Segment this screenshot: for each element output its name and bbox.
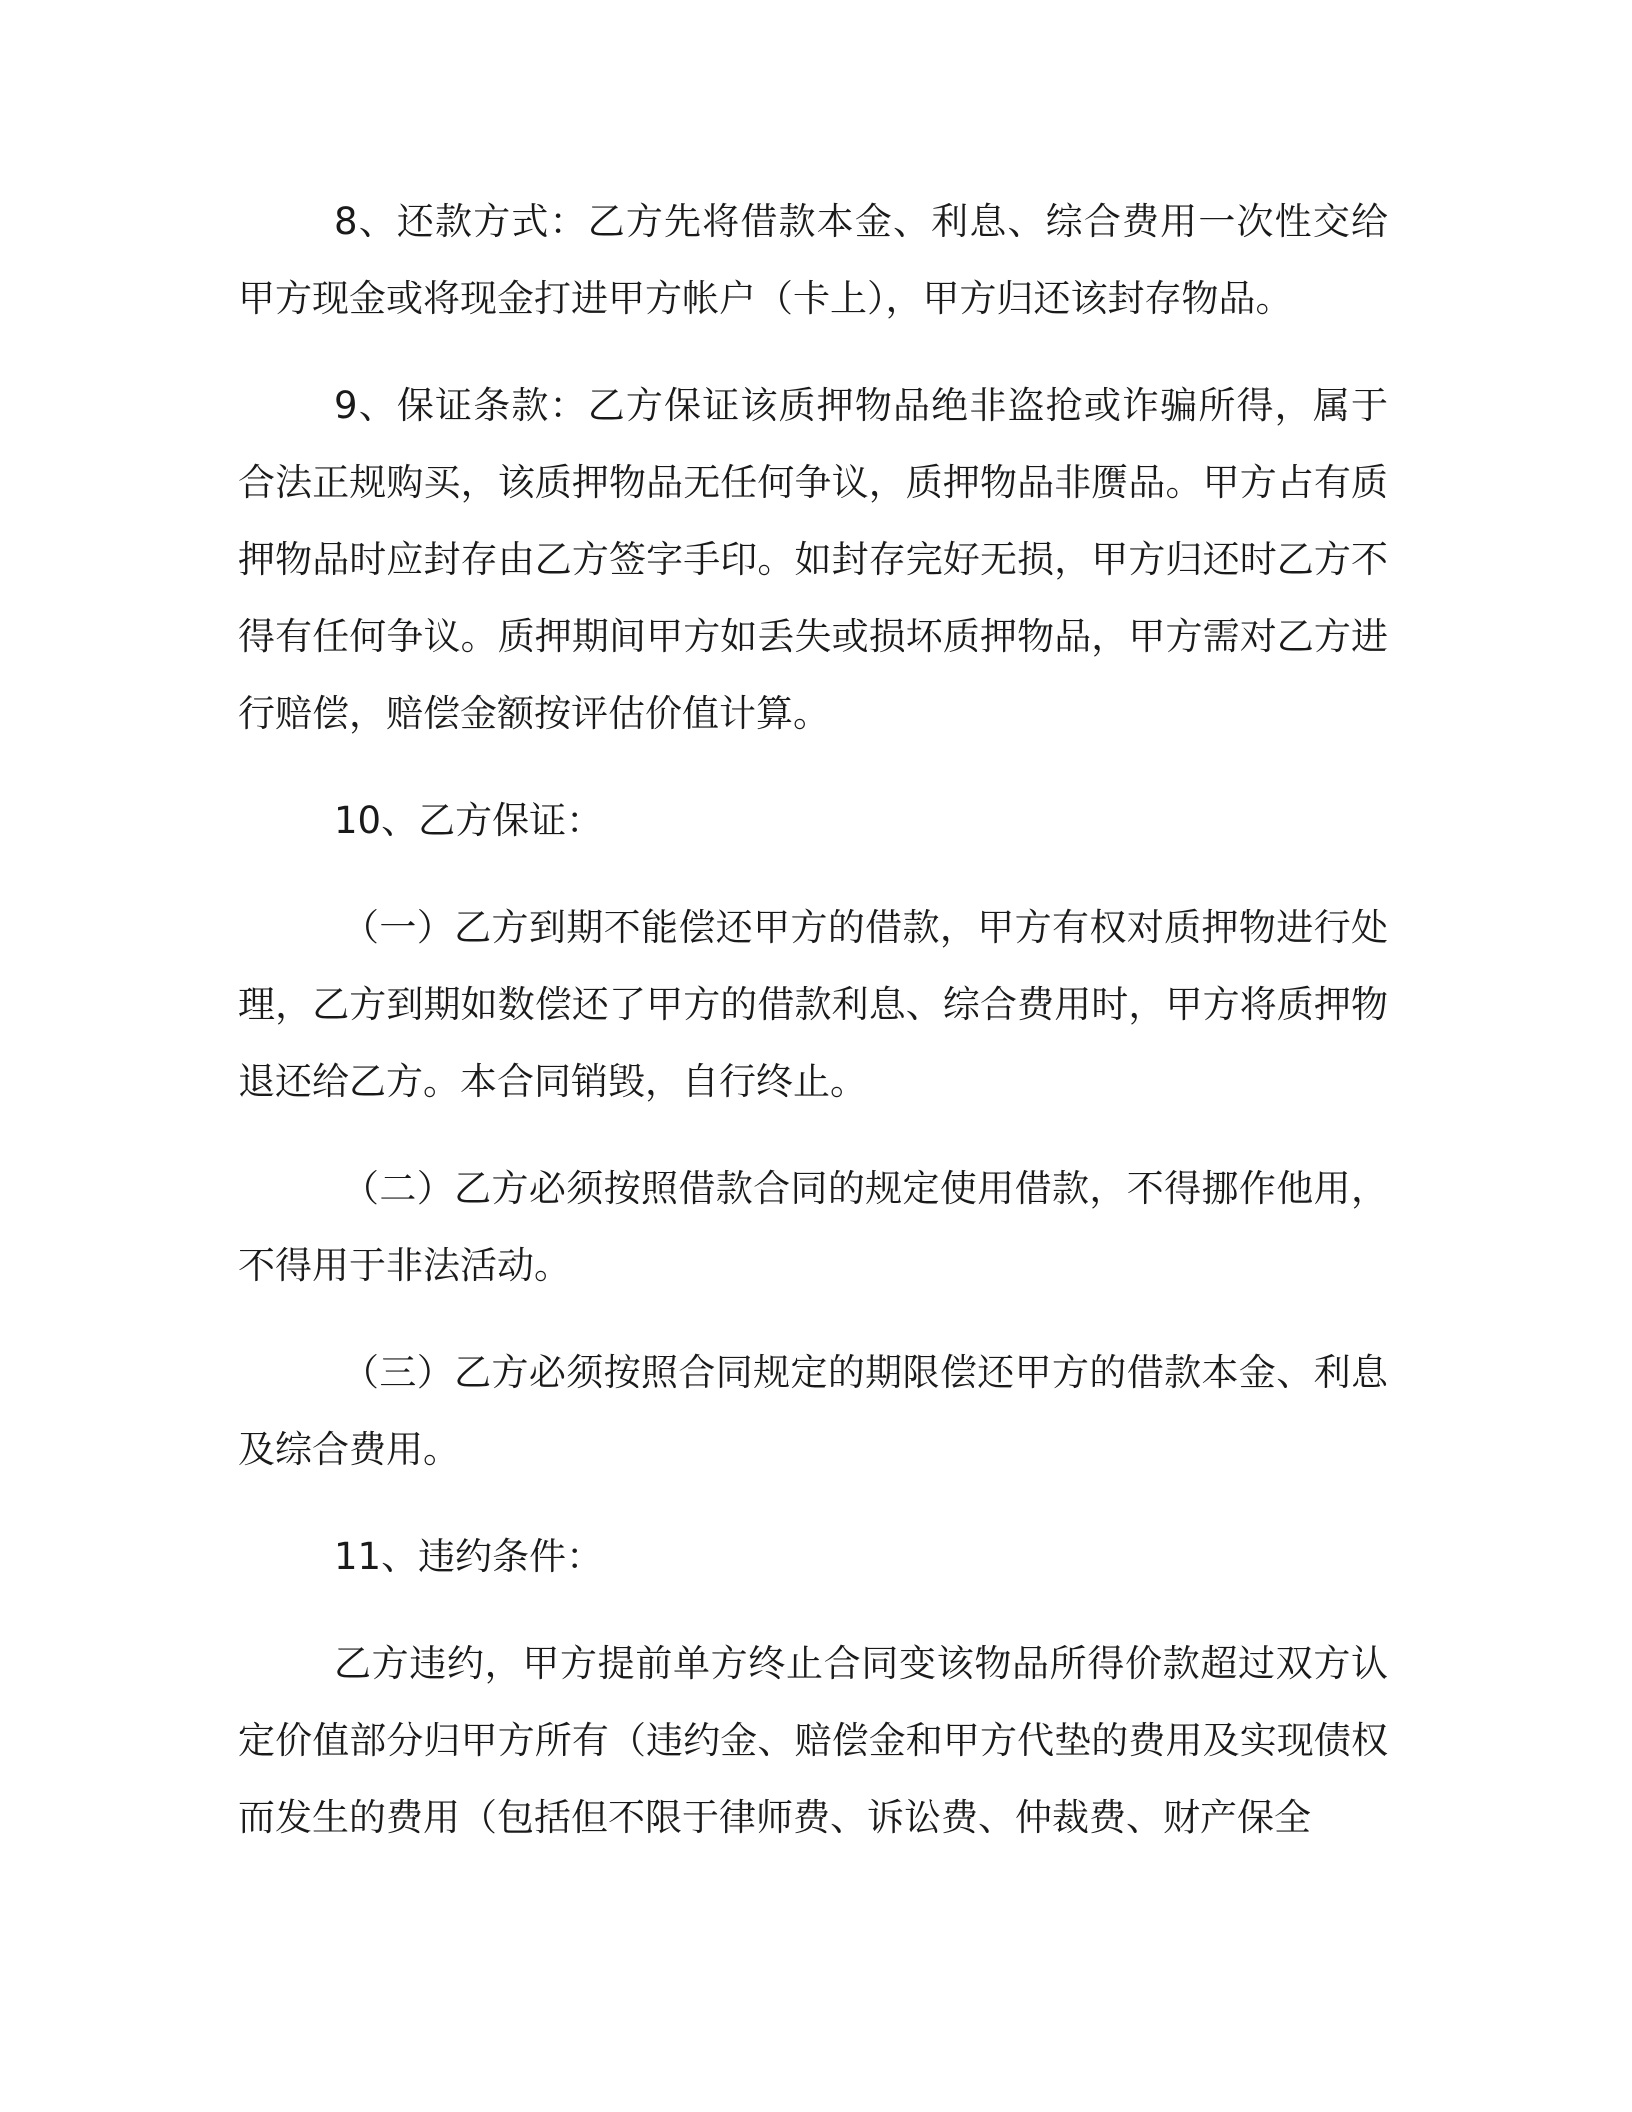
clause-10-item-1: （一）乙方到期不能偿还甲方的借款，甲方有权对质押物进行处理，乙方到期如数偿还了甲方的借款利息、综合费用时，甲方将质押物退还给乙方。本合同销毁，自行终止。 xyxy=(238,906,1388,1103)
clause-8-repayment: 8、还款方式：乙方先将借款本金、利息、综合费用一次性交给甲方现金或将现金打进甲方帐户（卡上），甲方归还该封存物品。 xyxy=(238,200,1388,320)
clause-10-item-2: （二）乙方必须按照借款合同的规定使用借款，不得挪作他用，不得用于非法活动。 xyxy=(238,1167,1388,1287)
clause-11-body: 乙方违约，甲方提前单方终止合同变该物品所得价款超过双方认定价值部分归甲方所有（违约金、赔偿金和甲方代垫的费用及实现债权而发生的费用（包括但不限于律师费、诉讼费、仲裁费、财产保全 xyxy=(238,1642,1388,1839)
clause-11-heading: 11、违约条件： xyxy=(334,1535,604,1578)
document-body xyxy=(238,183,1388,1856)
clause-10-heading: 10、乙方保证： xyxy=(334,799,604,842)
clause-10-item-3: （三）乙方必须按照合同规定的期限偿还甲方的借款本金、利息及综合费用。 xyxy=(238,1351,1388,1471)
clause-9-guarantee: 9、保证条款：乙方保证该质押物品绝非盗抢或诈骗所得，属于合法正规购买，该质押物品无任何争议，质押物品非赝品。甲方占有质押物品时应封存由乙方签字手印。如封存完好无损，甲方归还时乙方不得有任何争议。质押期间甲方如丢失或损坏质押物品，甲方需对乙方进行赔偿，赔偿金额按评估价值计算。 xyxy=(238,384,1388,735)
